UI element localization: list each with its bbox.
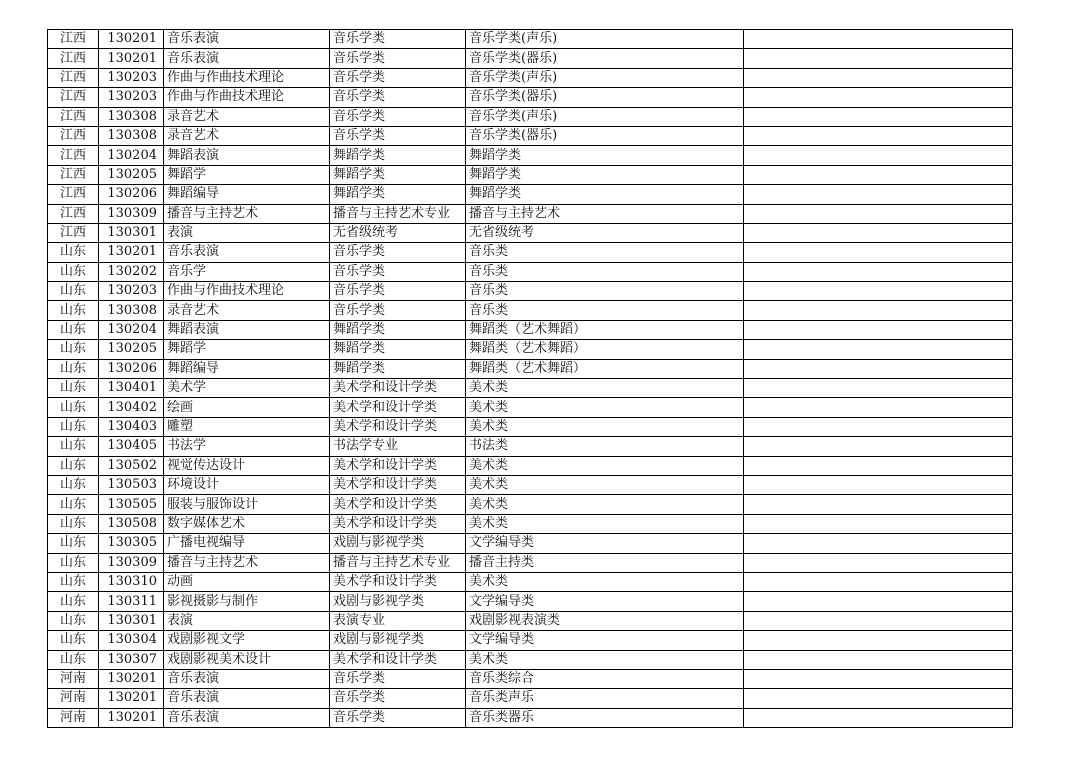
- major-name-cell: 动画: [164, 572, 330, 591]
- notes-cell: [744, 126, 1013, 145]
- major-name-cell: 音乐表演: [164, 708, 330, 727]
- major-name-cell: 音乐表演: [164, 49, 330, 68]
- category-cell: 音乐学类: [330, 708, 466, 727]
- major-code-cell: 130309: [99, 204, 164, 223]
- category-cell: 音乐学类: [330, 301, 466, 320]
- category-cell: 音乐学类: [330, 243, 466, 262]
- major-code-cell: 130201: [99, 689, 164, 708]
- province-cell: 山东: [48, 243, 99, 262]
- major-name-cell: 录音艺术: [164, 301, 330, 320]
- notes-cell: [744, 185, 1013, 204]
- major-name-cell: 视觉传达设计: [164, 456, 330, 475]
- exam-type-cell: 文学编导类: [466, 592, 744, 611]
- category-cell: 音乐学类: [330, 30, 466, 49]
- major-name-cell: 表演: [164, 223, 330, 242]
- table-row: [48, 689, 1013, 708]
- province-cell: 河南: [48, 708, 99, 727]
- major-code-cell: 130204: [99, 146, 164, 165]
- exam-type-cell: 美术类: [466, 650, 744, 669]
- notes-cell: [744, 146, 1013, 165]
- province-cell: 山东: [48, 475, 99, 494]
- table-row: [48, 514, 1013, 533]
- major-name-cell: 环境设计: [164, 475, 330, 494]
- exam-type-cell: 播音主持类: [466, 553, 744, 572]
- major-code-cell: 130203: [99, 282, 164, 301]
- category-cell: 音乐学类: [330, 689, 466, 708]
- major-name-cell: 舞蹈表演: [164, 146, 330, 165]
- category-cell: 美术学和设计学类: [330, 475, 466, 494]
- notes-cell: [744, 379, 1013, 398]
- exam-type-cell: 音乐学类(声乐): [466, 68, 744, 87]
- category-cell: 戏剧与影视学类: [330, 631, 466, 650]
- major-name-cell: 美术学: [164, 379, 330, 398]
- major-code-cell: 130403: [99, 417, 164, 436]
- exam-type-cell: 美术类: [466, 456, 744, 475]
- major-name-cell: 录音艺术: [164, 126, 330, 145]
- major-name-cell: 绘画: [164, 398, 330, 417]
- exam-type-cell: 美术类: [466, 398, 744, 417]
- province-cell: 江西: [48, 223, 99, 242]
- exam-type-cell: 舞蹈学类: [466, 185, 744, 204]
- table-row: [48, 126, 1013, 145]
- province-cell: 江西: [48, 204, 99, 223]
- exam-type-cell: 音乐学类(器乐): [466, 126, 744, 145]
- major-code-cell: 130201: [99, 49, 164, 68]
- notes-cell: [744, 320, 1013, 339]
- table-row: [48, 49, 1013, 68]
- notes-cell: [744, 475, 1013, 494]
- table-row: [48, 708, 1013, 727]
- notes-cell: [744, 398, 1013, 417]
- notes-cell: [744, 611, 1013, 630]
- table-row: [48, 611, 1013, 630]
- province-cell: 山东: [48, 320, 99, 339]
- exam-type-cell: 音乐类器乐: [466, 708, 744, 727]
- exam-type-cell: 舞蹈学类: [466, 165, 744, 184]
- exam-type-cell: 美术类: [466, 572, 744, 591]
- notes-cell: [744, 495, 1013, 514]
- notes-cell: [744, 689, 1013, 708]
- table-row: [48, 534, 1013, 553]
- province-cell: 江西: [48, 107, 99, 126]
- province-cell: 山东: [48, 340, 99, 359]
- category-cell: 音乐学类: [330, 262, 466, 281]
- province-cell: 山东: [48, 398, 99, 417]
- notes-cell: [744, 631, 1013, 650]
- major-name-cell: 作曲与作曲技术理论: [164, 68, 330, 87]
- table-row: [48, 669, 1013, 688]
- province-cell: 河南: [48, 689, 99, 708]
- table-row: [48, 572, 1013, 591]
- category-cell: 美术学和设计学类: [330, 650, 466, 669]
- province-cell: 江西: [48, 185, 99, 204]
- category-cell: 美术学和设计学类: [330, 572, 466, 591]
- major-code-cell: 130311: [99, 592, 164, 611]
- table-row: [48, 475, 1013, 494]
- notes-cell: [744, 669, 1013, 688]
- major-name-cell: 音乐表演: [164, 669, 330, 688]
- major-name-cell: 舞蹈编导: [164, 359, 330, 378]
- major-code-cell: 130402: [99, 398, 164, 417]
- major-code-cell: 130308: [99, 301, 164, 320]
- major-name-cell: 音乐表演: [164, 243, 330, 262]
- table-row: [48, 301, 1013, 320]
- province-cell: 山东: [48, 456, 99, 475]
- category-cell: 书法学专业: [330, 437, 466, 456]
- major-name-cell: 音乐学: [164, 262, 330, 281]
- province-cell: 江西: [48, 88, 99, 107]
- table-row: [48, 88, 1013, 107]
- category-cell: 音乐学类: [330, 107, 466, 126]
- data-table: [47, 29, 1013, 728]
- table-row: [48, 30, 1013, 49]
- table-row: [48, 223, 1013, 242]
- notes-cell: [744, 553, 1013, 572]
- notes-cell: [744, 68, 1013, 87]
- major-name-cell: 舞蹈学: [164, 165, 330, 184]
- table-row: [48, 398, 1013, 417]
- notes-cell: [744, 165, 1013, 184]
- notes-cell: [744, 204, 1013, 223]
- category-cell: 音乐学类: [330, 68, 466, 87]
- major-name-cell: 音乐表演: [164, 689, 330, 708]
- category-cell: 音乐学类: [330, 49, 466, 68]
- table-row: [48, 650, 1013, 669]
- exam-type-cell: 音乐学类(声乐): [466, 107, 744, 126]
- category-cell: 美术学和设计学类: [330, 417, 466, 436]
- category-cell: 戏剧与影视学类: [330, 534, 466, 553]
- notes-cell: [744, 708, 1013, 727]
- table-row: [48, 320, 1013, 339]
- exam-type-cell: 舞蹈类（艺术舞蹈）: [466, 359, 744, 378]
- province-cell: 山东: [48, 301, 99, 320]
- category-cell: 音乐学类: [330, 88, 466, 107]
- exam-type-cell: 美术类: [466, 475, 744, 494]
- exam-type-cell: 无省级统考: [466, 223, 744, 242]
- province-cell: 山东: [48, 379, 99, 398]
- province-cell: 山东: [48, 359, 99, 378]
- province-cell: 山东: [48, 514, 99, 533]
- table-row: [48, 592, 1013, 611]
- category-cell: 舞蹈学类: [330, 340, 466, 359]
- exam-type-cell: 音乐类: [466, 262, 744, 281]
- major-name-cell: 舞蹈学: [164, 340, 330, 359]
- category-cell: 舞蹈学类: [330, 146, 466, 165]
- major-name-cell: 舞蹈表演: [164, 320, 330, 339]
- major-code-cell: 130502: [99, 456, 164, 475]
- notes-cell: [744, 30, 1013, 49]
- major-code-cell: 130205: [99, 165, 164, 184]
- table-row: [48, 359, 1013, 378]
- major-code-cell: 130203: [99, 68, 164, 87]
- exam-type-cell: 音乐类综合: [466, 669, 744, 688]
- notes-cell: [744, 514, 1013, 533]
- province-cell: 山东: [48, 553, 99, 572]
- category-cell: 播音与主持艺术专业: [330, 204, 466, 223]
- province-cell: 山东: [48, 611, 99, 630]
- table-row: [48, 340, 1013, 359]
- major-name-cell: 戏剧影视文学: [164, 631, 330, 650]
- exam-type-cell: 音乐类: [466, 301, 744, 320]
- category-cell: 舞蹈学类: [330, 165, 466, 184]
- province-cell: 江西: [48, 126, 99, 145]
- major-name-cell: 书法学: [164, 437, 330, 456]
- notes-cell: [744, 243, 1013, 262]
- category-cell: 播音与主持艺术专业: [330, 553, 466, 572]
- notes-cell: [744, 282, 1013, 301]
- table-row: [48, 243, 1013, 262]
- major-code-cell: 130206: [99, 359, 164, 378]
- table-row: [48, 495, 1013, 514]
- notes-cell: [744, 437, 1013, 456]
- category-cell: 舞蹈学类: [330, 320, 466, 339]
- exam-type-cell: 舞蹈类（艺术舞蹈）: [466, 320, 744, 339]
- major-name-cell: 录音艺术: [164, 107, 330, 126]
- major-name-cell: 服装与服饰设计: [164, 495, 330, 514]
- province-cell: 江西: [48, 146, 99, 165]
- province-cell: 河南: [48, 669, 99, 688]
- province-cell: 山东: [48, 262, 99, 281]
- notes-cell: [744, 534, 1013, 553]
- exam-type-cell: 音乐学类(器乐): [466, 49, 744, 68]
- major-code-cell: 130202: [99, 262, 164, 281]
- table-row: [48, 456, 1013, 475]
- table-row: [48, 146, 1013, 165]
- province-cell: 江西: [48, 49, 99, 68]
- category-cell: 表演专业: [330, 611, 466, 630]
- exam-type-cell: 音乐学类(声乐): [466, 30, 744, 49]
- notes-cell: [744, 262, 1013, 281]
- table-row: [48, 631, 1013, 650]
- major-code-cell: 130309: [99, 553, 164, 572]
- major-code-cell: 130401: [99, 379, 164, 398]
- major-code-cell: 130203: [99, 88, 164, 107]
- major-code-cell: 130206: [99, 185, 164, 204]
- major-code-cell: 130308: [99, 107, 164, 126]
- category-cell: 美术学和设计学类: [330, 456, 466, 475]
- province-cell: 山东: [48, 631, 99, 650]
- major-name-cell: 戏剧影视美术设计: [164, 650, 330, 669]
- exam-type-cell: 舞蹈学类: [466, 146, 744, 165]
- category-cell: 音乐学类: [330, 669, 466, 688]
- category-cell: 舞蹈学类: [330, 185, 466, 204]
- major-code-cell: 130301: [99, 223, 164, 242]
- table-row: [48, 107, 1013, 126]
- exam-type-cell: 美术类: [466, 514, 744, 533]
- major-name-cell: 作曲与作曲技术理论: [164, 282, 330, 301]
- exam-type-cell: 播音与主持艺术: [466, 204, 744, 223]
- province-cell: 江西: [48, 165, 99, 184]
- exam-type-cell: 音乐类声乐: [466, 689, 744, 708]
- major-name-cell: 播音与主持艺术: [164, 553, 330, 572]
- table-row: [48, 437, 1013, 456]
- notes-cell: [744, 572, 1013, 591]
- notes-cell: [744, 223, 1013, 242]
- major-code-cell: 130201: [99, 243, 164, 262]
- category-cell: 音乐学类: [330, 282, 466, 301]
- exam-type-cell: 文学编导类: [466, 631, 744, 650]
- table-row: [48, 185, 1013, 204]
- major-name-cell: 表演: [164, 611, 330, 630]
- province-cell: 江西: [48, 30, 99, 49]
- major-code-cell: 130505: [99, 495, 164, 514]
- major-code-cell: 130204: [99, 320, 164, 339]
- notes-cell: [744, 592, 1013, 611]
- category-cell: 美术学和设计学类: [330, 514, 466, 533]
- exam-type-cell: 文学编导类: [466, 534, 744, 553]
- notes-cell: [744, 88, 1013, 107]
- province-cell: 山东: [48, 282, 99, 301]
- notes-cell: [744, 340, 1013, 359]
- table-row: [48, 68, 1013, 87]
- table-row: [48, 379, 1013, 398]
- province-cell: 山东: [48, 534, 99, 553]
- exam-type-cell: 戏剧影视表演类: [466, 611, 744, 630]
- province-cell: 江西: [48, 68, 99, 87]
- category-cell: 无省级统考: [330, 223, 466, 242]
- major-name-cell: 数字媒体艺术: [164, 514, 330, 533]
- major-name-cell: 作曲与作曲技术理论: [164, 88, 330, 107]
- exam-type-cell: 音乐学类(器乐): [466, 88, 744, 107]
- table-row: [48, 553, 1013, 572]
- province-cell: 山东: [48, 417, 99, 436]
- major-code-cell: 130405: [99, 437, 164, 456]
- major-code-cell: 130503: [99, 475, 164, 494]
- major-code-cell: 130508: [99, 514, 164, 533]
- major-code-cell: 130205: [99, 340, 164, 359]
- table-row: [48, 165, 1013, 184]
- major-code-cell: 130301: [99, 611, 164, 630]
- major-code-cell: 130308: [99, 126, 164, 145]
- major-code-cell: 130201: [99, 30, 164, 49]
- notes-cell: [744, 107, 1013, 126]
- table-row: [48, 262, 1013, 281]
- notes-cell: [744, 456, 1013, 475]
- major-name-cell: 播音与主持艺术: [164, 204, 330, 223]
- major-code-cell: 130305: [99, 534, 164, 553]
- category-cell: 舞蹈学类: [330, 359, 466, 378]
- notes-cell: [744, 417, 1013, 436]
- major-code-cell: 130310: [99, 572, 164, 591]
- major-code-cell: 130307: [99, 650, 164, 669]
- major-code-cell: 130304: [99, 631, 164, 650]
- category-cell: 美术学和设计学类: [330, 398, 466, 417]
- exam-type-cell: 美术类: [466, 379, 744, 398]
- major-code-cell: 130201: [99, 669, 164, 688]
- table-row: [48, 282, 1013, 301]
- province-cell: 山东: [48, 650, 99, 669]
- major-name-cell: 影视摄影与制作: [164, 592, 330, 611]
- province-cell: 山东: [48, 572, 99, 591]
- major-name-cell: 音乐表演: [164, 30, 330, 49]
- major-name-cell: 雕塑: [164, 417, 330, 436]
- exam-type-cell: 音乐类: [466, 282, 744, 301]
- notes-cell: [744, 49, 1013, 68]
- category-cell: 音乐学类: [330, 126, 466, 145]
- exam-type-cell: 美术类: [466, 495, 744, 514]
- exam-type-cell: 书法类: [466, 437, 744, 456]
- notes-cell: [744, 301, 1013, 320]
- table-body: [48, 30, 1013, 728]
- exam-type-cell: 美术类: [466, 417, 744, 436]
- notes-cell: [744, 650, 1013, 669]
- category-cell: 戏剧与影视学类: [330, 592, 466, 611]
- major-code-cell: 130201: [99, 708, 164, 727]
- province-cell: 山东: [48, 592, 99, 611]
- major-name-cell: 舞蹈编导: [164, 185, 330, 204]
- category-cell: 美术学和设计学类: [330, 495, 466, 514]
- exam-type-cell: 舞蹈类（艺术舞蹈）: [466, 340, 744, 359]
- exam-type-cell: 音乐类: [466, 243, 744, 262]
- table-row: [48, 204, 1013, 223]
- province-cell: 山东: [48, 437, 99, 456]
- table-row: [48, 417, 1013, 436]
- major-name-cell: 广播电视编导: [164, 534, 330, 553]
- province-cell: 山东: [48, 495, 99, 514]
- category-cell: 美术学和设计学类: [330, 379, 466, 398]
- notes-cell: [744, 359, 1013, 378]
